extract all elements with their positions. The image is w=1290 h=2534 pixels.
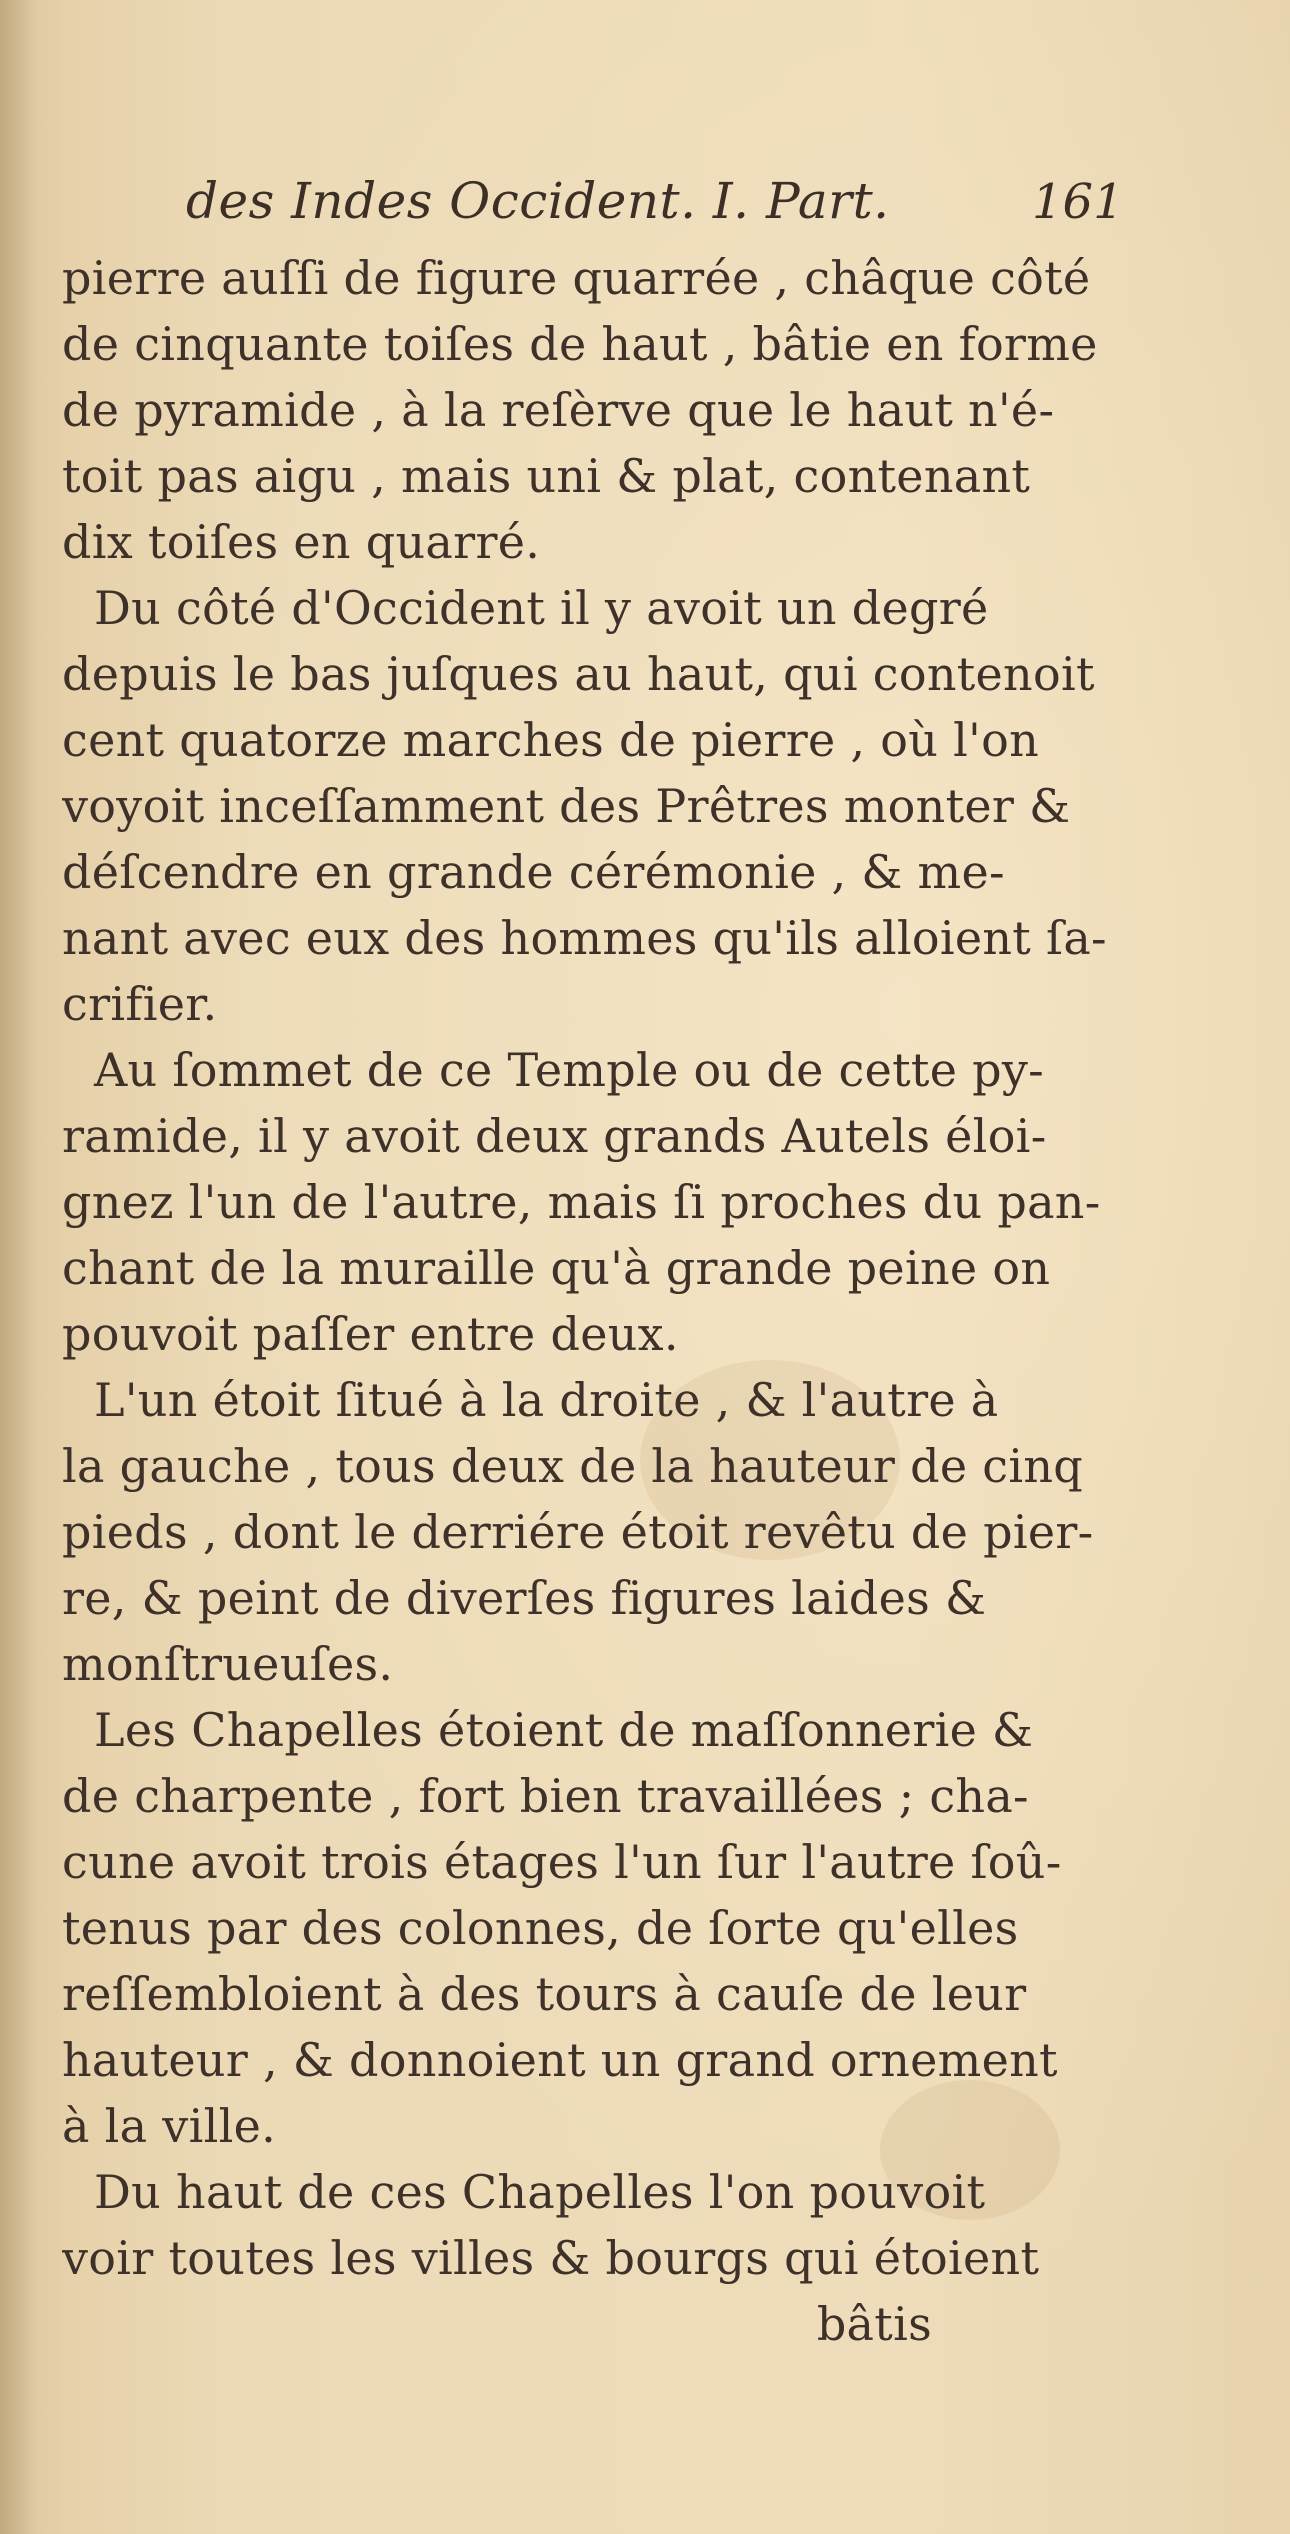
page-gutter-shadow (0, 0, 36, 2534)
text-line: de pyramide , à la reſèrve que le haut n'é- (62, 383, 1055, 437)
text-line: la gauche , tous deux de la hauteur de cinq (62, 1439, 1084, 1493)
text-line: ramide, il y avoit deux grands Autels éloi- (62, 1109, 1047, 1163)
page-header (0, 172, 1290, 242)
body-text (62, 245, 1232, 2357)
text-line: pouvoit paſſer entre deux. (62, 1307, 679, 1361)
text-line: pieds , dont le derriére étoit revêtu de pier- (62, 1505, 1094, 1559)
text-line: tenus par des colonnes, de ſorte qu'elles (62, 1901, 1019, 1955)
text-line: re, & peint de diverſes figures laides & (62, 1571, 987, 1625)
text-line: de cinquante toiſes de haut , bâtie en forme (62, 317, 1098, 371)
text-line: monſtrueuſes. (62, 1637, 394, 1691)
text-line: hauteur , & donnoient un grand ornement (62, 2033, 1058, 2087)
paragraph-start-line: Au ſommet de ce Temple ou de cette py- (94, 1043, 1045, 1097)
text-line: de charpente , fort bien travaillées ; cha- (62, 1769, 1029, 1823)
paragraph-start-line: L'un étoit ſitué à la droite , & l'autre à (94, 1373, 999, 1427)
text-line: chant de la muraille qu'à grande peine on (62, 1241, 1051, 1295)
text-line: gnez l'un de l'autre, mais ſi proches du pan- (62, 1175, 1101, 1229)
text-line: à la ville. (62, 2099, 277, 2153)
text-line: toit pas aigu , mais uni & plat, contenant (62, 449, 1031, 503)
text-line: pierre auſſi de figure quarrée , châque côté (62, 251, 1091, 305)
text-line: reſſembloient à des tours à cauſe de leur (62, 1967, 1027, 2021)
paragraph-start-line: Du côté d'Occident il y avoit un degré (94, 581, 989, 635)
text-line: cent quatorze marches de pierre , où l'on (62, 713, 1039, 767)
catchword: bâtis (816, 2297, 932, 2351)
paragraph-start-line: Du haut de ces Chapelles l'on pouvoit (94, 2165, 986, 2219)
text-line: voir toutes les villes & bourgs qui étoient (62, 2231, 1040, 2285)
text-line: crifier. (62, 977, 218, 1031)
page-number: 161 (1032, 174, 1124, 230)
text-line: voyoit inceſſamment des Prêtres monter & (62, 779, 1071, 833)
running-title: des Indes Occident. I. Part. (186, 172, 890, 230)
paragraph-start-line: Les Chapelles étoient de maſſonnerie & (94, 1703, 1034, 1757)
text-line: cune avoit trois étages l'un ſur l'autre ſoû- (62, 1835, 1062, 1889)
text-line: depuis le bas juſques au haut, qui contenoit (62, 647, 1095, 701)
text-line: nant avec eux des hommes qu'ils alloient ſa- (62, 911, 1107, 965)
text-line: dix toiſes en quarré. (62, 515, 541, 569)
text-line: déſcendre en grande cérémonie , & me- (62, 845, 1005, 899)
